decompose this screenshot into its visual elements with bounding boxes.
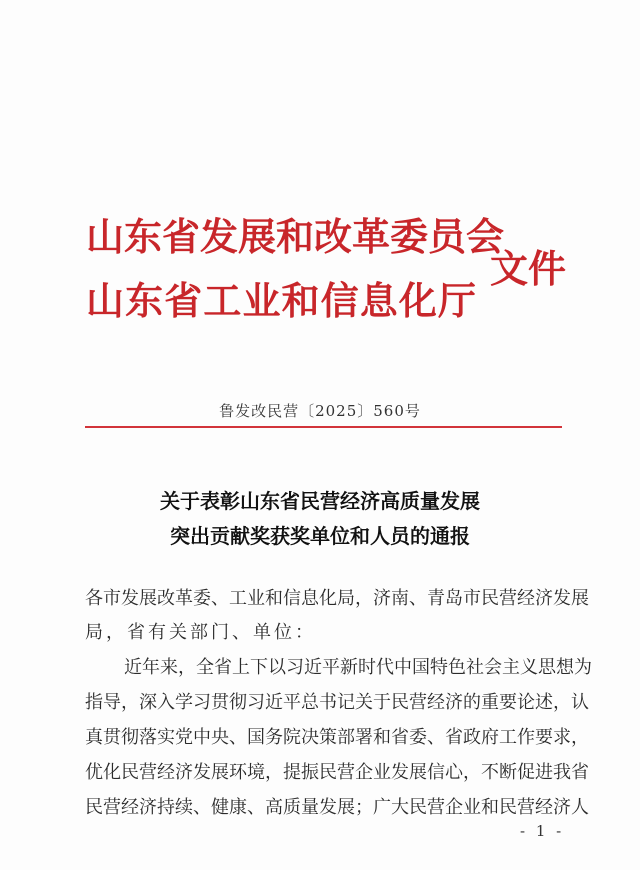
- body-line: 真贯彻落实党中央、国务院决策部署和省委、省政府工作要求，: [85, 727, 589, 748]
- body-line: 各市发展改革委、工业和信息化局，济南、青岛市民营经济发展: [85, 588, 589, 609]
- title-line-2: 突出贡献奖获奖单位和人员的通报: [170, 524, 470, 548]
- issuer-line-1: 山东省发展和改革委员会: [86, 214, 505, 259]
- body-line: 指导，深入学习贯彻习近平总书记关于民营经济的重要论述，认: [85, 692, 589, 713]
- body-line: 局，省有关部门、单位：: [85, 622, 316, 643]
- body-line: 优化民营经济发展环境，提振民营企业发展信心，不断促进我省: [85, 762, 589, 783]
- page-number: - 1 -: [520, 822, 565, 840]
- title-line-1: 关于表彰山东省民营经济高质量发展: [160, 489, 480, 513]
- issuer-line-2: 山东省工业和信息化厅: [86, 278, 476, 323]
- body-line: 近年来，全省上下以习近平新时代中国特色社会主义思想为: [124, 657, 592, 678]
- red-divider: [85, 426, 562, 428]
- body-line: 民营经济持续、健康、高质量发展；广大民营企业和民营经济人: [85, 797, 589, 818]
- document-suffix: 文件: [490, 246, 567, 291]
- document-number: 鲁发改民营〔2025〕560号: [219, 402, 421, 420]
